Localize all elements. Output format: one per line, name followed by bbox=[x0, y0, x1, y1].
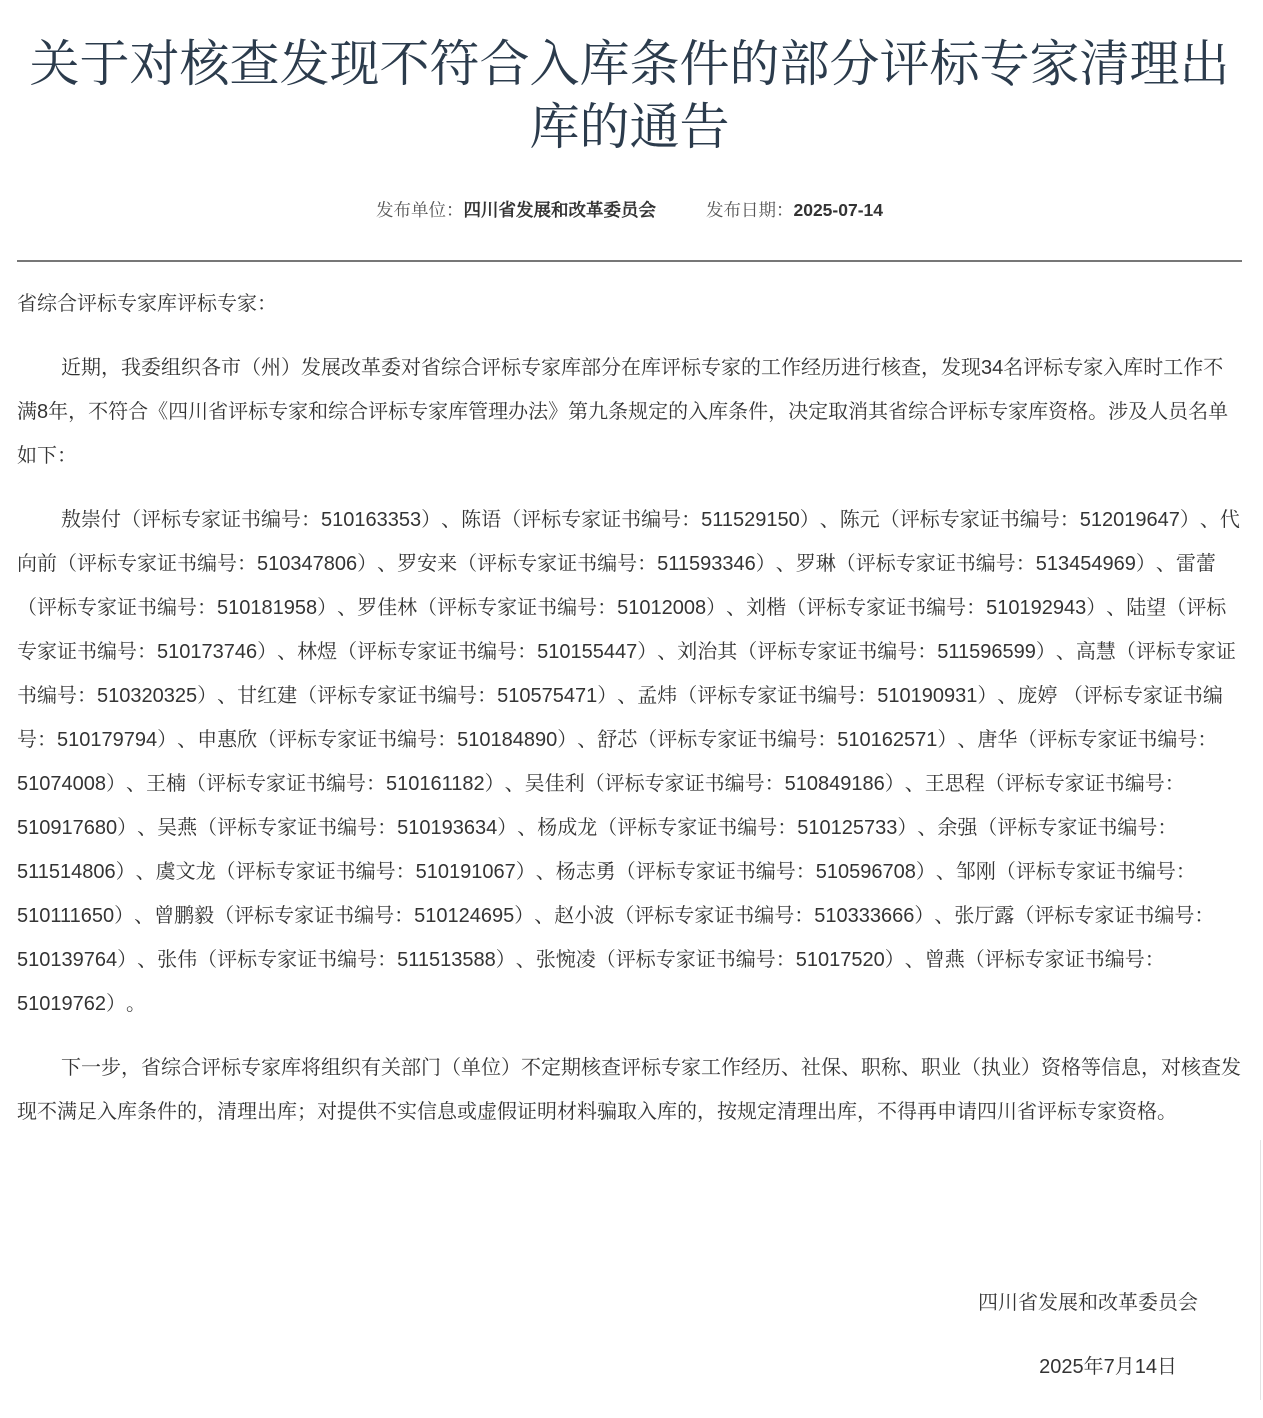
page-edge-line bbox=[1260, 1140, 1261, 1400]
publish-date-info bbox=[706, 195, 883, 225]
salutation: 省综合评标专家库评标专家： bbox=[17, 293, 277, 315]
signature-organization: 四川省发展和改革委员会 bbox=[978, 1292, 1198, 1314]
notice-title: 关于对核查发现不符合入库条件的部分评标专家清理出库的通告 bbox=[29, 36, 1230, 155]
notice-meta bbox=[17, 195, 1242, 225]
publish-date: 2025-07-14 bbox=[793, 200, 884, 220]
signature-date: 2025年7月14日 bbox=[1039, 1356, 1177, 1378]
publisher-info bbox=[376, 195, 656, 225]
notice-body bbox=[17, 282, 1242, 1389]
publisher-label: 发布单位： bbox=[375, 200, 464, 220]
body-paragraph-intro: 近期，我委组织各市（州）发展改革委对省综合评标专家库部分在库评标专家的工作经历进行核查，发现34名评标专家入库时工作不满8年，不符合《四川省评标专家和综合评标专家库管理办法》第九条规定的入库条件，决定取消其省综合评标专家库资格。涉及人员名单如下： bbox=[17, 357, 1229, 467]
publisher-name: 四川省发展和改革委员会 bbox=[463, 200, 656, 220]
publish-date-label: 发布日期： bbox=[705, 200, 794, 220]
body-paragraph-next-steps: 下一步，省综合评标专家库将组织有关部门（单位）不定期核查评标专家工作经历、社保、职称、职业（执业）资格等信息，对核查发现不满足入库条件的，清理出库；对提供不实信息或虚假证明材料骗取入库的，按规定清理出库，不得再申请四川省评标专家资格。 bbox=[17, 1057, 1241, 1123]
title-divider bbox=[17, 260, 1242, 262]
notice-page bbox=[17, 0, 1242, 1389]
body-paragraph-expert-list: 敖崇付（评标专家证书编号：510163353）、陈语（评标专家证书编号：511529150）、陈元（评标专家证书编号：512019647）、代向前（评标专家证书编号：510347806）、罗安来（评标专家证书编号：511593346）、罗琳（评标专家证书编号：513454969）、雷蕾（评标专家证书编号：510181958）、罗佳林（评标专家证书编号：51012008）、刘楷（评标专家证书编号：510192943）、陆望（评标专家证书编号：510173746）、林煜（评标专家证书编号：510155447）、刘治其（评标专家证书编号：511596599）、高慧（评标专家证书编号：510320325）、甘红建（评标专家证书编号：510575471）、孟炜（评标专家证书编号：510190931）、庞婷 （评标专家证书编号：510179794）、申惠欣（评标专家证书编号：510184890）、舒芯（评标专家证书编号：510162571）、唐华（评标专家证书编号：51074008）、王楠（评标专家证书编号：510161182）、吴佳利（评标专家证书编号：510849186）、王思程（评标专家证书编号：510917680）、吴燕（评标专家证书编号：510193634）、杨成龙（评标专家证书编号：510125733）、余强（评标专家证书编号：511514806）、虞文龙（评标专家证书编号：510191067）、杨志勇（评标专家证书编号：510596708）、邹刚（评标专家证书编号：510111650）、曾鹏毅（评标专家证书编号：510124695）、赵小波（评标专家证书编号：510333666）、张厅露（评标专家证书编号：510139764）、张伟（评标专家证书编号：511513588）、张惋凌（评标专家证书编号：51017520）、曾燕（评标专家证书编号：51019762）。 bbox=[17, 509, 1240, 1015]
